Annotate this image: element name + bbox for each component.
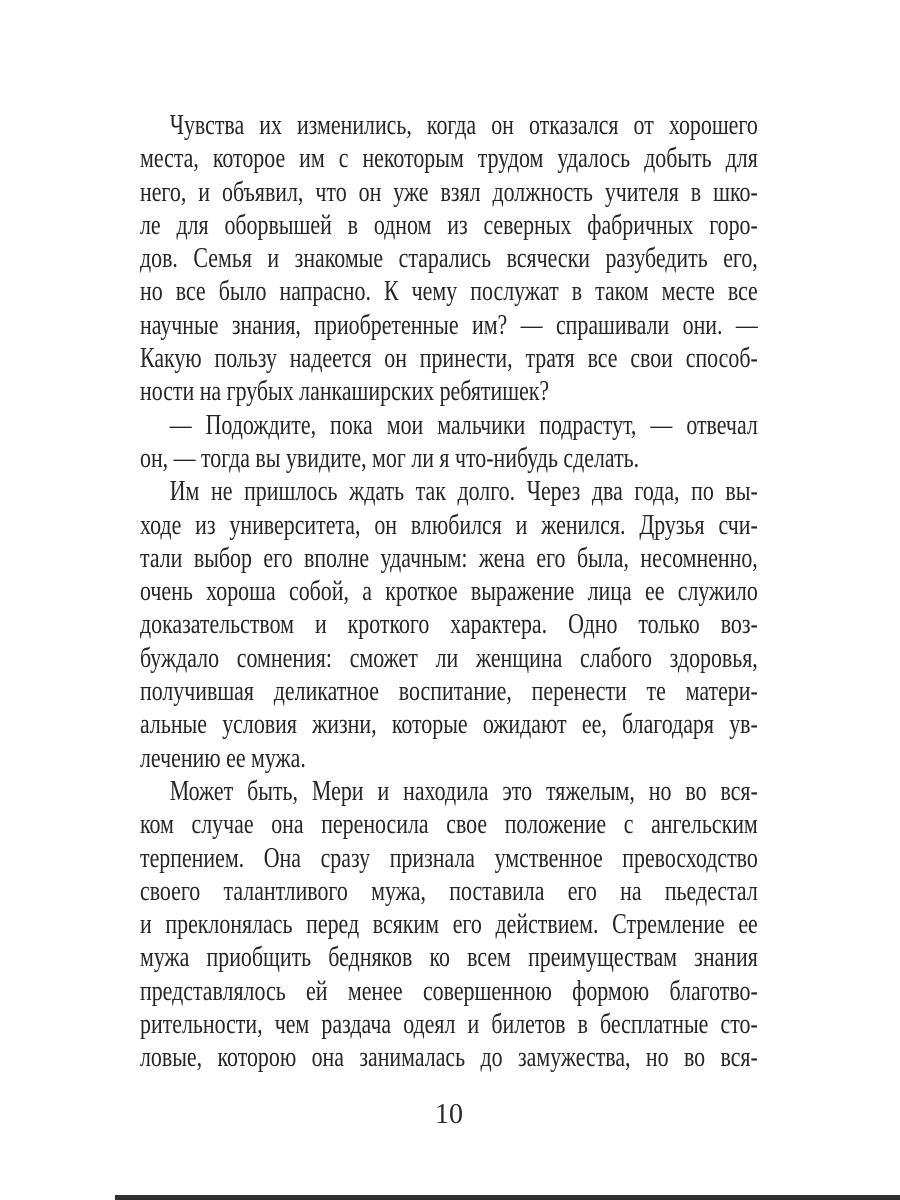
text-line: дов. Семья и знакомые старались всячески разубедить его, (140, 243, 758, 275)
body-text (140, 109, 758, 1075)
text-line: доказательством и кроткого характера. Одно только воз- (140, 609, 758, 641)
text-line: ходе из университета, он влюбился и женился. Друзья счи- (140, 509, 758, 541)
text-line: Чувства их изменились, когда он отказался от хорошего (169, 110, 758, 141)
text-line: Может быть, Мери и находила это тяжелым, но во вся- (169, 775, 758, 807)
text-line: лечению ее мужа. (140, 742, 306, 774)
text-line: очень хороша собой, а кроткое выражение лица ее служило (140, 576, 758, 608)
text-line: представлялось ей менее совершенною формою благотво- (140, 975, 758, 1007)
text-line: мужа приобщить бедняков ко всем преимуществам знания (140, 942, 758, 974)
text-line: ности на грубых ланкаширских ребятишек? (140, 376, 550, 408)
text-line: — Подождите, пока мои мальчики подрастут, — отвечал (169, 409, 758, 441)
text-line: ловые, которою она занималась до замужества, но во вся- (140, 1042, 758, 1074)
text-line: тали выбор его вполне удачным: жена его была, несомненно, (140, 542, 758, 574)
text-line: буждало сомнения: сможет ли женщина слабого здоровья, (140, 642, 758, 674)
text-line: Какую пользу надеется он принести, тратя все свои способ- (140, 343, 758, 375)
text-line: места, которое им с некоторым трудом удалось добыть для (140, 143, 758, 175)
text-line: терпением. Она сразу признала умственное превосходство (140, 842, 758, 874)
text-line: ком случае она переносила свое положение с ангельским (140, 809, 758, 841)
text-line: и преклонялась перед всяким его действием. Стремление ее (140, 909, 758, 941)
text-line: рительности, чем раздача одеял и билетов в бесплатные сто- (140, 1009, 758, 1041)
text-line: альные условия жизни, которые ожидают ее, благодаря ув- (140, 709, 758, 741)
page-number: 10 (435, 1099, 463, 1130)
text-line: своего талантливого мужа, поставила его на пьедестал (140, 875, 758, 907)
text-line: получившая деликатное воспитание, перенести те матери- (140, 676, 758, 708)
scan-edge-bar (115, 1195, 900, 1200)
text-line: него, и объявил, что он уже взял должность учителя в шко- (140, 176, 758, 208)
text-line: ле для оборвышей в одном из северных фабричных горо- (140, 209, 758, 241)
text-line: Им не пришлось ждать так долго. Через два года, по вы- (169, 476, 758, 508)
text-line: он, — тогда вы увидите, мог ли я что-нибудь сделать. (140, 442, 640, 474)
text-line: но все было напрасно. К чему послужат в таком месте все (140, 276, 758, 308)
text-line: научные знания, приобретенные им? — спрашивали они. — (140, 309, 758, 341)
